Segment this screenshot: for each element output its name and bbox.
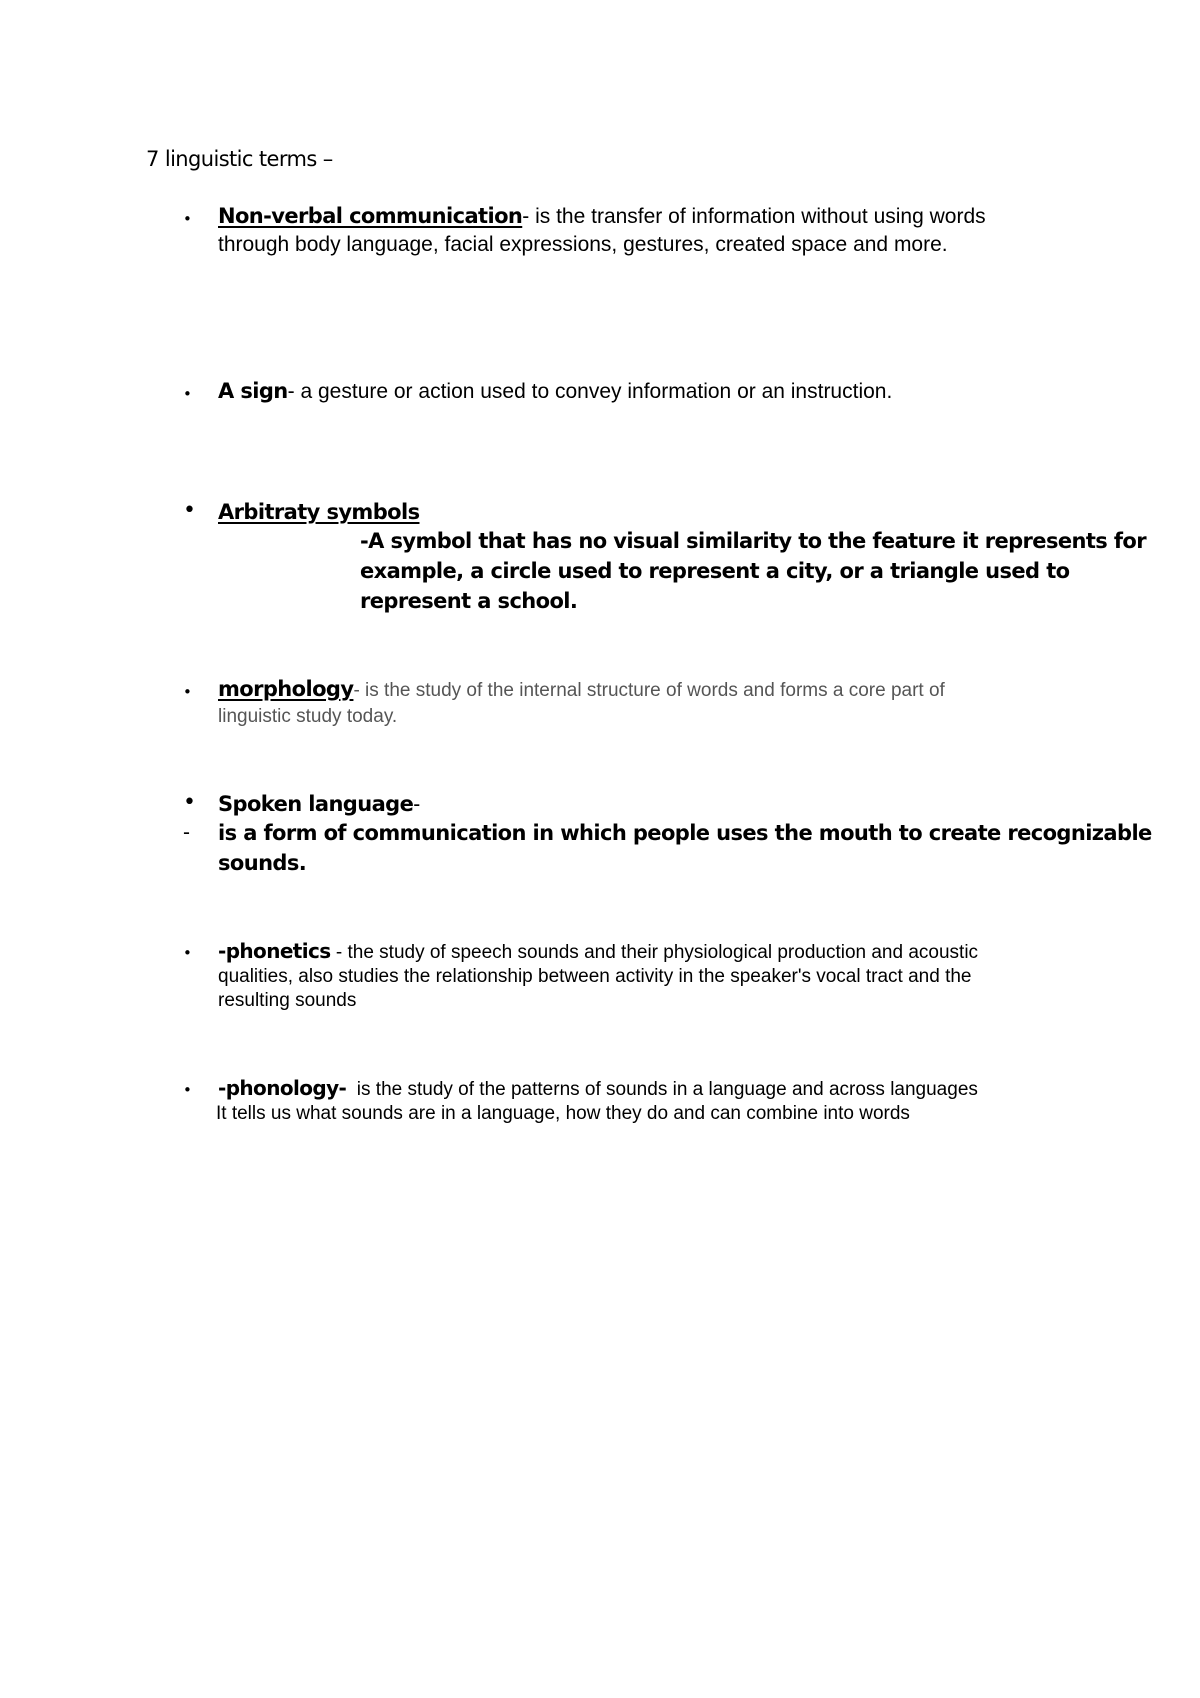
definition-text: through body language, facial expressions, gestures, created space and more. — [218, 233, 948, 256]
term-separator: - — [522, 205, 530, 228]
definition-text: It tells us what sounds are in a language, how they do and can combine into words — [216, 1103, 910, 1124]
bullet-icon: • — [183, 210, 192, 228]
bullet-icon: • — [183, 1081, 192, 1099]
bullet-icon: • — [183, 385, 192, 403]
term-separator: - — [413, 793, 421, 816]
page-title: 7 linguistic terms – — [146, 147, 333, 171]
term-line — [218, 677, 945, 702]
definition-text: is a form of communication in which people uses the mouth to create recognizable — [218, 821, 1152, 845]
definition-text: a gesture or action used to convey information or an instruction. — [300, 380, 893, 403]
bullet-icon: • — [183, 498, 196, 523]
definition-text: the study of speech sounds and their physiological production and acoustic — [347, 942, 979, 963]
definition-text: is the study of the internal structure of words and forms a core part of — [359, 680, 945, 701]
term-label: Arbitraty symbols — [218, 500, 420, 524]
term-line — [218, 1076, 978, 1101]
term-line — [218, 939, 978, 964]
term-label: Spoken language — [218, 792, 414, 816]
bullet-icon: • — [183, 944, 192, 962]
term-separator: - — [330, 942, 348, 963]
term-separator: - — [353, 680, 360, 701]
term-label: -phonetics — [218, 939, 331, 963]
definition-text: resulting sounds — [218, 990, 357, 1011]
term-line — [218, 204, 986, 229]
bullet-icon: • — [183, 683, 192, 701]
definition-text: example, a circle used to represent a city, or a triangle used to — [360, 559, 1070, 583]
definition-text: sounds. — [218, 851, 307, 875]
term-line — [218, 792, 420, 817]
definition-text: -A symbol that has no visual similarity to the feature it represents for — [360, 529, 1147, 553]
bullet-icon: • — [183, 790, 196, 815]
definition-text: qualities, also studies the relationship between activity in the speaker's vocal tract and the — [218, 966, 972, 987]
dash-marker: - — [183, 821, 190, 844]
definition-text: linguistic study today. — [218, 706, 398, 727]
term-label: morphology — [218, 677, 354, 701]
term-label: Non-verbal communication — [218, 204, 523, 228]
term-separator: - — [287, 380, 301, 403]
term-label: A sign — [218, 379, 288, 403]
term-label: -phonology- — [218, 1076, 347, 1100]
term-line — [218, 379, 892, 404]
definition-text: is the transfer of information without using words — [529, 205, 986, 228]
definition-text: represent a school. — [360, 589, 578, 613]
definition-text: is the study of the patterns of sounds in a language and across languages — [346, 1079, 978, 1100]
